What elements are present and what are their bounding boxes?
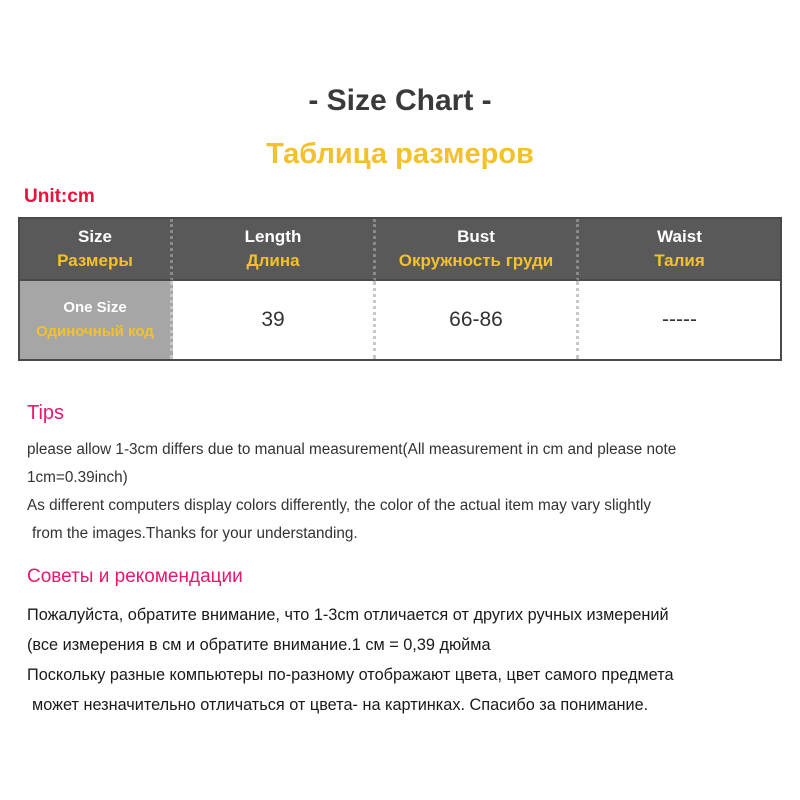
length-value: 39 — [261, 308, 285, 331]
column-header-bust — [376, 219, 579, 281]
tips-ru-line: может незначительно отличаться от цвета- на картинках. Спасибо за понимание. — [32, 696, 649, 714]
waist-value: ----- — [662, 308, 697, 331]
size-table — [18, 217, 782, 361]
column-header-en: Size — [77, 227, 113, 246]
column-header-length — [173, 219, 376, 281]
tips-line: 1cm=0.39inch) — [27, 469, 128, 486]
tips-ru-line: Поскольку разные компьютеры по-разному отображают цвета, цвет самого предмета — [27, 666, 674, 684]
tips-line: please allow 1-3cm differs due to manual measurement(All measurement in cm and please note — [27, 441, 677, 458]
table-cell-bust — [376, 281, 579, 359]
table-cell-waist — [579, 281, 780, 359]
column-header-ru: Окружность груди — [398, 251, 554, 270]
tips-ru-text — [27, 600, 792, 720]
chart-title: - Size Chart - — [308, 84, 492, 117]
column-header-size — [20, 219, 173, 281]
tips-ru-line: (все измерения в см и обратите внимание.1 см = 0,39 дюйма — [27, 636, 491, 654]
column-header-waist — [579, 219, 780, 281]
tips-ru-heading: Советы и рекомендации — [27, 566, 243, 587]
table-cell-length — [173, 281, 376, 359]
column-header-ru: Размеры — [57, 251, 133, 270]
row-header-size — [20, 281, 173, 359]
column-header-en: Length — [244, 227, 302, 246]
tips-text — [27, 436, 787, 548]
tips-heading: Tips — [27, 402, 65, 424]
tips-ru-line: Пожалуйста, обратите внимание, что 1-3cm отличается от других ручных измерений — [27, 606, 669, 624]
row-header-ru: Одиночный код — [36, 323, 154, 340]
chart-subtitle-ru: Таблица размеров — [266, 138, 534, 170]
column-header-ru: Талия — [654, 251, 705, 270]
column-header-en: Waist — [657, 227, 702, 246]
row-header-en: One Size — [63, 299, 127, 316]
column-header-ru: Длина — [246, 251, 300, 270]
column-header-en: Bust — [457, 227, 495, 246]
bust-value: 66-86 — [449, 308, 503, 331]
tips-line: from the images.Thanks for your understanding. — [32, 525, 358, 542]
tips-line: As different computers display colors differently, the color of the actual item may vary slightly — [27, 497, 652, 514]
unit-label: Unit:cm — [24, 186, 95, 207]
